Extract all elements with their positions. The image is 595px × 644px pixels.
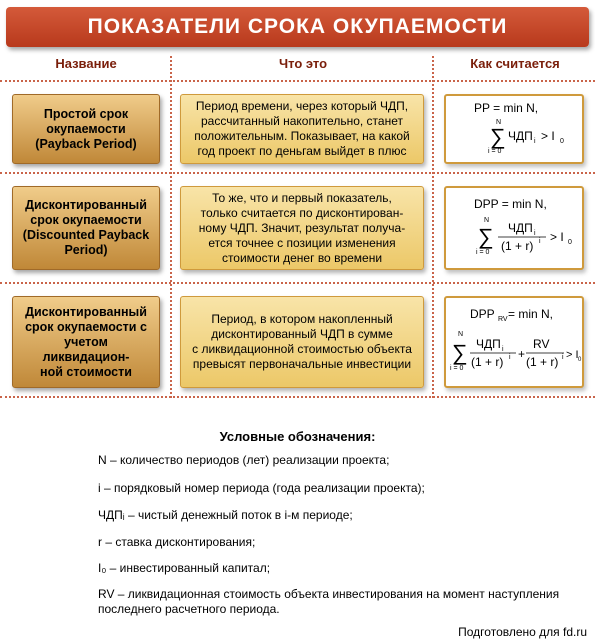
row-2-formula [444, 186, 584, 270]
formula-num-sub: i [502, 346, 504, 353]
formula-rel-sub: 0 [560, 138, 564, 145]
legend-item: I₀ – инвестированный капитал; [98, 561, 271, 575]
credit-text: Подготовлено для fd.ru [458, 625, 587, 639]
divider [0, 282, 595, 284]
sum-sign-icon: ∑ [452, 340, 468, 365]
formula-num-sub: i [534, 230, 536, 237]
title-banner [6, 7, 589, 47]
formula-den-sup: i [539, 238, 541, 245]
row-1-description: Период времени, через который ЧДП, рассчитанный накопительно, станет положительным. Показывает, на какой год проект по деньгам выйдет в плюс [180, 94, 424, 164]
sum-sign-icon: ∑ [478, 224, 494, 249]
legend-item: N – количество периодов (лет) реализации проекта; [98, 453, 390, 467]
formula-rel-sub: 0 [568, 239, 572, 246]
sum-upper: N [458, 331, 464, 338]
column-header-how: Как считается [470, 56, 560, 71]
row-2-description: То же, что и первый показатель, только считается по дисконтирован- ному ЧДП. Значит, результат получа- ется точнее с позиции изменения стоимости денег во времени [180, 186, 424, 270]
formula-den-sup: i [509, 354, 511, 361]
legend-item: RV – ликвидационная стоимость объекта инвестирования на момент наступления последнего расчетного периода. [98, 587, 560, 616]
divider [0, 172, 595, 174]
divider [0, 80, 595, 82]
formula-rel: > I [566, 349, 579, 361]
formula-denominator: (1 + r) [501, 239, 534, 253]
legend-item: ЧДПᵢ – чистый денежный поток в i-м периоде; [98, 508, 353, 522]
column-divider [170, 56, 172, 398]
formula-denominator: (1 + r) [471, 355, 504, 369]
formula-den2-sup: i [562, 354, 564, 361]
formula-term-sub: i [534, 138, 536, 145]
formula-rel: > I [550, 230, 564, 244]
row-3-formula [444, 296, 584, 388]
legend-item: r – ставка дисконтирования; [98, 535, 256, 549]
sum-lower: i = 0 [476, 249, 490, 256]
formula-numerator-2: RV [533, 337, 550, 351]
formula-numerator: ЧДП [476, 337, 501, 351]
sum-sign-icon: ∑ [490, 124, 506, 149]
formula-numerator: ЧДП [508, 221, 533, 235]
column-header-name: Название [55, 56, 117, 71]
column-header-what: Что это [278, 56, 328, 71]
sum-upper: N [496, 119, 502, 126]
row-2-name: Дисконтированный срок окупаемости (Discounted Payback Period) [12, 186, 160, 270]
legend-item: i – порядковый номер периода (года реализации проекта); [98, 481, 425, 495]
formula-lhs-rest: = min N, [508, 307, 554, 321]
formula-lhs: DPP [470, 307, 495, 321]
sum-upper: N [484, 217, 490, 224]
legend-title: Условные обозначения: [219, 429, 376, 444]
divider [0, 396, 595, 398]
formula-denominator-2: (1 + r) [526, 355, 559, 369]
formula-plus: + [518, 347, 526, 361]
formula-term: ЧДП [508, 129, 533, 143]
formula-rel: > I [541, 129, 555, 143]
formula-lhs: DPP = min N, [474, 197, 547, 211]
sum-lower: i = 0 [450, 365, 464, 372]
formula-rel-sub: 0 [578, 357, 582, 363]
page-title: ПОКАЗАТЕЛИ СРОКА ОКУПАЕМОСТИ [87, 15, 508, 38]
row-1-name: Простой срок окупаемости (Payback Period) [12, 94, 160, 164]
sum-lower: i = 0 [488, 148, 502, 155]
formula-lhs: PP = min N, [474, 101, 539, 115]
row-1-formula [444, 94, 584, 164]
row-3-description: Период, в котором накопленный дисконтированный ЧДП в сумме с ликвидационной стоимостью объекта превысят первоначальные инвестиции [180, 296, 424, 388]
formula-lhs-sub: RV [498, 316, 508, 323]
row-3-name: Дисконтированный срок окупаемости с учетом ликвидацион- ной стоимости [12, 296, 160, 388]
column-divider [432, 56, 434, 398]
